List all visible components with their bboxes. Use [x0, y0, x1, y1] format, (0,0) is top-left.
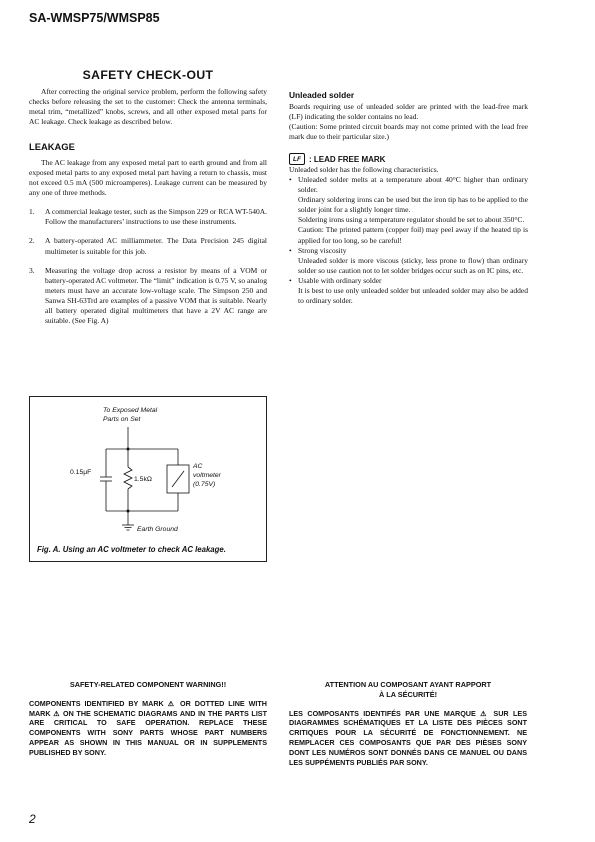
item-number: 2.	[29, 236, 35, 246]
bullet-subtext: It is best to use only unleaded solder but unleaded solder may also be added to ordinary solder.	[298, 285, 528, 305]
page-number: 2	[29, 812, 36, 826]
leakage-title: LEAKAGE	[29, 141, 75, 153]
warning-title: SAFETY-RELATED COMPONENT WARNING!!	[69, 680, 227, 689]
warning-title	[289, 680, 527, 700]
item-text: Measuring the voltage drop across a resistor by means of a VOM or battery-operated AC voltmeter. The “limit” indication is 0.75 V, so analog meters must have an accurate low-voltage scale. The Simpson 250 and Sanwa SH-63Trd are examples of a passive VOM that is suitable. Nearly all battery operated digital multimeters that have a 2V AC range are suitable. (See Fig. A)	[45, 265, 267, 325]
voltmeter-label-2: voltmeter	[193, 472, 221, 479]
lead-free-mark-row	[289, 153, 528, 165]
figure-caption: Fig. A. Using an AC voltmeter to check AC leakage.	[37, 545, 226, 554]
unleaded-title: Unleaded solder	[289, 90, 355, 100]
resistor-label: 1.5kΩ	[134, 476, 152, 483]
bullet-subtext: Unleaded solder is more viscous (sticky, less prone to flow) than ordinary solder so use caution not to let solder bridges occur such as on IC pins, etc.	[298, 255, 528, 275]
list-item	[29, 236, 267, 256]
warning-body: LES COMPOSANTS IDENTIFÉS PAR UNE MARQUE ⚠ SUR LES DIAGRAMMES SCHÉMATIQUES ET LA LISTE DES PIÈCES SONT CRITIQUES POUR LA SÉCURITÉ DE FONCTIONNEMENT. NE REMPLACER CES COMPOSANTS QUE PAR DES PIÈSES SONY DONT LES NUMÉROS SONT DONNÉS DANS CE MANUEL OU DANS LES SUPPÉMENTS PUBLIÉS PAR SONY.	[289, 708, 527, 767]
bullet-subtext: Caution: The printed pattern (copper foil) may peel away if the heated tip is applied for too long, so be careful!	[298, 225, 528, 245]
solder-characteristics-list	[289, 175, 528, 306]
resistor-zigzag	[124, 467, 132, 489]
warning-title-line-2: À LA SÉCURITÉ!	[378, 689, 438, 699]
figure-a	[29, 396, 267, 562]
item-text: A commercial leakage tester, such as the Simpson 229 or RCA WT-540A. Follow the manufacturers’ instructions to use these instruments.	[45, 207, 267, 227]
right-column	[289, 90, 528, 306]
bullet-icon: •	[289, 175, 292, 185]
bullet-text: Strong viscosity	[298, 245, 347, 255]
voltmeter-needle	[172, 471, 184, 487]
bullet-subtext: Ordinary soldering irons can be used but the iron tip has to be applied to the solder joint for a slightly longer time.	[298, 195, 528, 215]
lead-free-label: : LEAD FREE MARK	[309, 154, 386, 164]
voltmeter-label-1: AC	[193, 463, 203, 470]
item-number: 3.	[29, 265, 35, 275]
warning-title-line-1: ATTENTION AU COMPOSANT AYANT RAPPORT	[324, 680, 492, 689]
safety-title: SAFETY CHECK-OUT	[82, 68, 214, 82]
model-number: SA-WMSP75/WMSP85	[29, 11, 160, 25]
item-text: A battery-operated AC milliammeter. The Data Precision 245 digital multimeter is suitable for this job.	[45, 236, 267, 256]
ground-label: Earth Ground	[137, 526, 178, 533]
leakage-methods-list	[29, 207, 267, 325]
list-item	[29, 207, 267, 227]
voltmeter-label-3: (0.75V)	[193, 481, 216, 488]
warning-body: COMPONENTS IDENTIFIED BY MARK ⚠ OR DOTTED LINE WITH MARK ⚠ ON THE SCHEMATIC DIAGRAMS AND IN THE PARTS LIST ARE CRITICAL TO SAFE OPERATION. REPLACE THESE COMPONENTS WITH SONY PARTS WHOSE PART NUMBERS APPEAR AS SHOWN IN THIS MANUAL OR IN SUPPLEMENTS PUBLISHED BY SONY.	[29, 698, 267, 757]
bullet-icon: •	[289, 245, 292, 255]
left-column	[29, 68, 267, 335]
bullet-text: Unleaded solder melts at a temperature about 40°C higher than ordinary solder.	[298, 175, 528, 195]
safety-intro: After correcting the original service problem, perform the following safety checks before releasing the set to the customer: Check the antenna terminals, metal trim, “metallized” knobs, screws, and all other exposed metal parts for AC leakage. Check leakage as described below.	[29, 87, 267, 127]
bullet-icon: •	[289, 275, 292, 285]
unleaded-note: (Caution: Some printed circuit boards may not come printed with the lead free mark due to their particular size.)	[289, 122, 528, 142]
probe-label-1: To Exposed Metal	[103, 407, 158, 414]
unleaded-body: Boards requiring use of unleaded solder are printed with the lead-free mark (LF) indicating the solder contains no lead.	[289, 102, 528, 122]
safety-warning-english	[29, 680, 267, 758]
list-item	[289, 246, 528, 276]
lead-free-icon: LF	[289, 153, 305, 165]
bullet-subtext: Soldering irons using a temperature regulator should be set to about 350°C.	[298, 215, 525, 225]
leakage-body: The AC leakage from any exposed metal part to earth ground and from all exposed metal parts to any exposed metal part having a return to chassis, must not exceed 0.5 mA (500 microamperes). Leakage current can be measured by any one of three methods.	[29, 158, 267, 198]
probe-label-2: Parts on Set	[103, 416, 141, 423]
list-item	[29, 266, 267, 326]
capacitor-label: 0.15μF	[70, 469, 92, 476]
safety-warning-french	[289, 680, 527, 767]
list-item	[289, 175, 528, 245]
item-number: 1.	[29, 207, 35, 217]
list-item	[289, 276, 528, 306]
unleaded-lead: Unleaded solder has the following characteristics.	[289, 165, 439, 175]
bullet-text: Usable with ordinary solder	[298, 275, 382, 285]
